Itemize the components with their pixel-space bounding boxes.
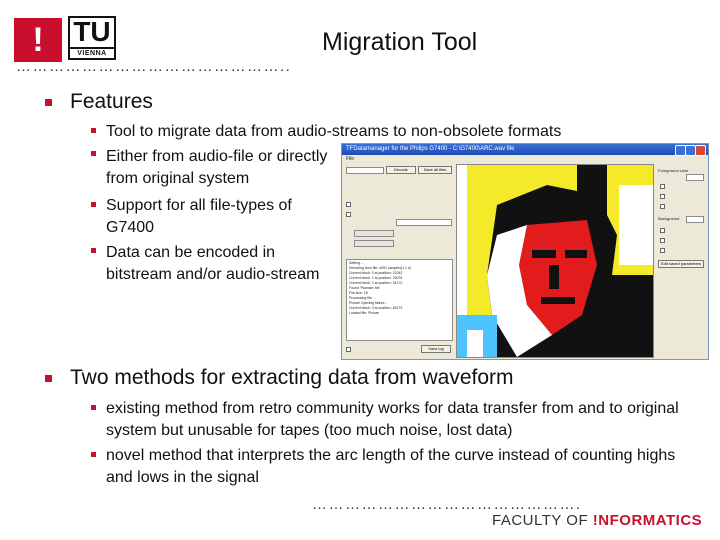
method-item: novel method that interprets the arc length of the curve instead of counting highs and lows in the signal [106,447,676,486]
bullet-marker [91,248,96,253]
features-heading: Features [70,90,153,113]
edit-parameters-button[interactable]: Edit saved parameters [658,260,704,268]
menu-bar[interactable]: File [346,156,355,162]
format-select[interactable] [396,219,452,226]
feature-item: Tool to migrate data from audio-streams to non-obsolete formats [106,123,562,140]
decoded-picture [456,164,654,358]
log-line: Current block: 3 at position: 45179 [349,306,403,310]
feature-item: Data can be encoded in bitstream and/or audio-stream [106,244,320,283]
foreground-select[interactable] [686,174,704,181]
save-log-button[interactable]: Save log [421,345,451,353]
bullet-marker [91,128,96,133]
tu-logo-subtext: VIENNA [70,47,114,57]
faculty-label: FACULTY OF [492,512,593,529]
checkbox[interactable] [346,212,351,217]
checkbox[interactable] [346,347,351,352]
method-item: existing method from retro community works for data transfer from and to original system but unusable for tapes (too much noise, lost data) [106,400,679,439]
slide-title: Migration Tool [322,28,478,56]
color-options-panel [658,164,706,357]
log-line: File size: 18 [349,291,368,295]
bullet-marker [45,99,52,106]
sensitivity-slider[interactable] [354,240,394,247]
faculty-logo [14,18,62,62]
background-label: Background [658,216,680,221]
checkbox[interactable] [660,204,665,209]
tool-screenshot [341,143,709,360]
log-line: Current block: 0 at position: 12042 [349,271,403,275]
bullet-marker [91,151,96,156]
threshold-slider[interactable] [354,230,394,237]
tu-logo-text: TU [73,16,111,47]
log-line: Current block: 2 at position: 34170 [349,281,403,285]
bullet-marker [45,375,52,382]
input-path-field[interactable] [346,167,384,174]
header-divider: ………………………………………….. [16,58,292,75]
window-title-bar: TFDatamanager for the Philips G7400 - C:\G7400\ARC.wav file [342,144,708,155]
tu-vienna-logo [68,16,116,60]
background-select[interactable] [686,216,704,223]
log-line: Current block: 1 at position: 23076 [349,276,403,280]
checkbox[interactable] [346,202,351,207]
log-line: Loaded file: Picture [349,311,379,315]
checkbox[interactable] [660,238,665,243]
log-line: Picture Opening failure... [349,301,388,305]
foreground-label: Foreground color [658,168,689,173]
decode-button[interactable]: Decode [386,166,416,174]
methods-heading: Two methods for extracting data from waveform [70,366,514,389]
log-line: Found 'Pacman' file [349,286,380,290]
bullet-marker [91,405,96,410]
log-line: Decoding from file: 4091 samples(1.1 s) [349,266,411,270]
save-all-button[interactable]: Save all files [418,166,452,174]
feature-item: Either from audio-file or directly from original system [106,148,328,187]
feature-item: Support for all file-types of G7400 [106,197,292,236]
checkbox[interactable] [660,184,665,189]
bullet-marker [91,452,96,457]
pixel-portrait-image [457,165,653,357]
footer-divider: …………………………………………. [312,496,582,513]
checkbox[interactable] [660,248,665,253]
faculty-footer [492,512,702,529]
checkbox[interactable] [660,228,665,233]
control-panel [346,164,453,357]
decode-log [346,259,453,341]
bullet-marker [91,202,96,207]
informatics-label: !NFORMATICS [592,512,703,529]
log-line: Setting ... [349,261,364,265]
log-line: Processing file ... [349,296,376,300]
checkbox[interactable] [660,194,665,199]
exclamation-logo-mark: ! [32,21,44,59]
